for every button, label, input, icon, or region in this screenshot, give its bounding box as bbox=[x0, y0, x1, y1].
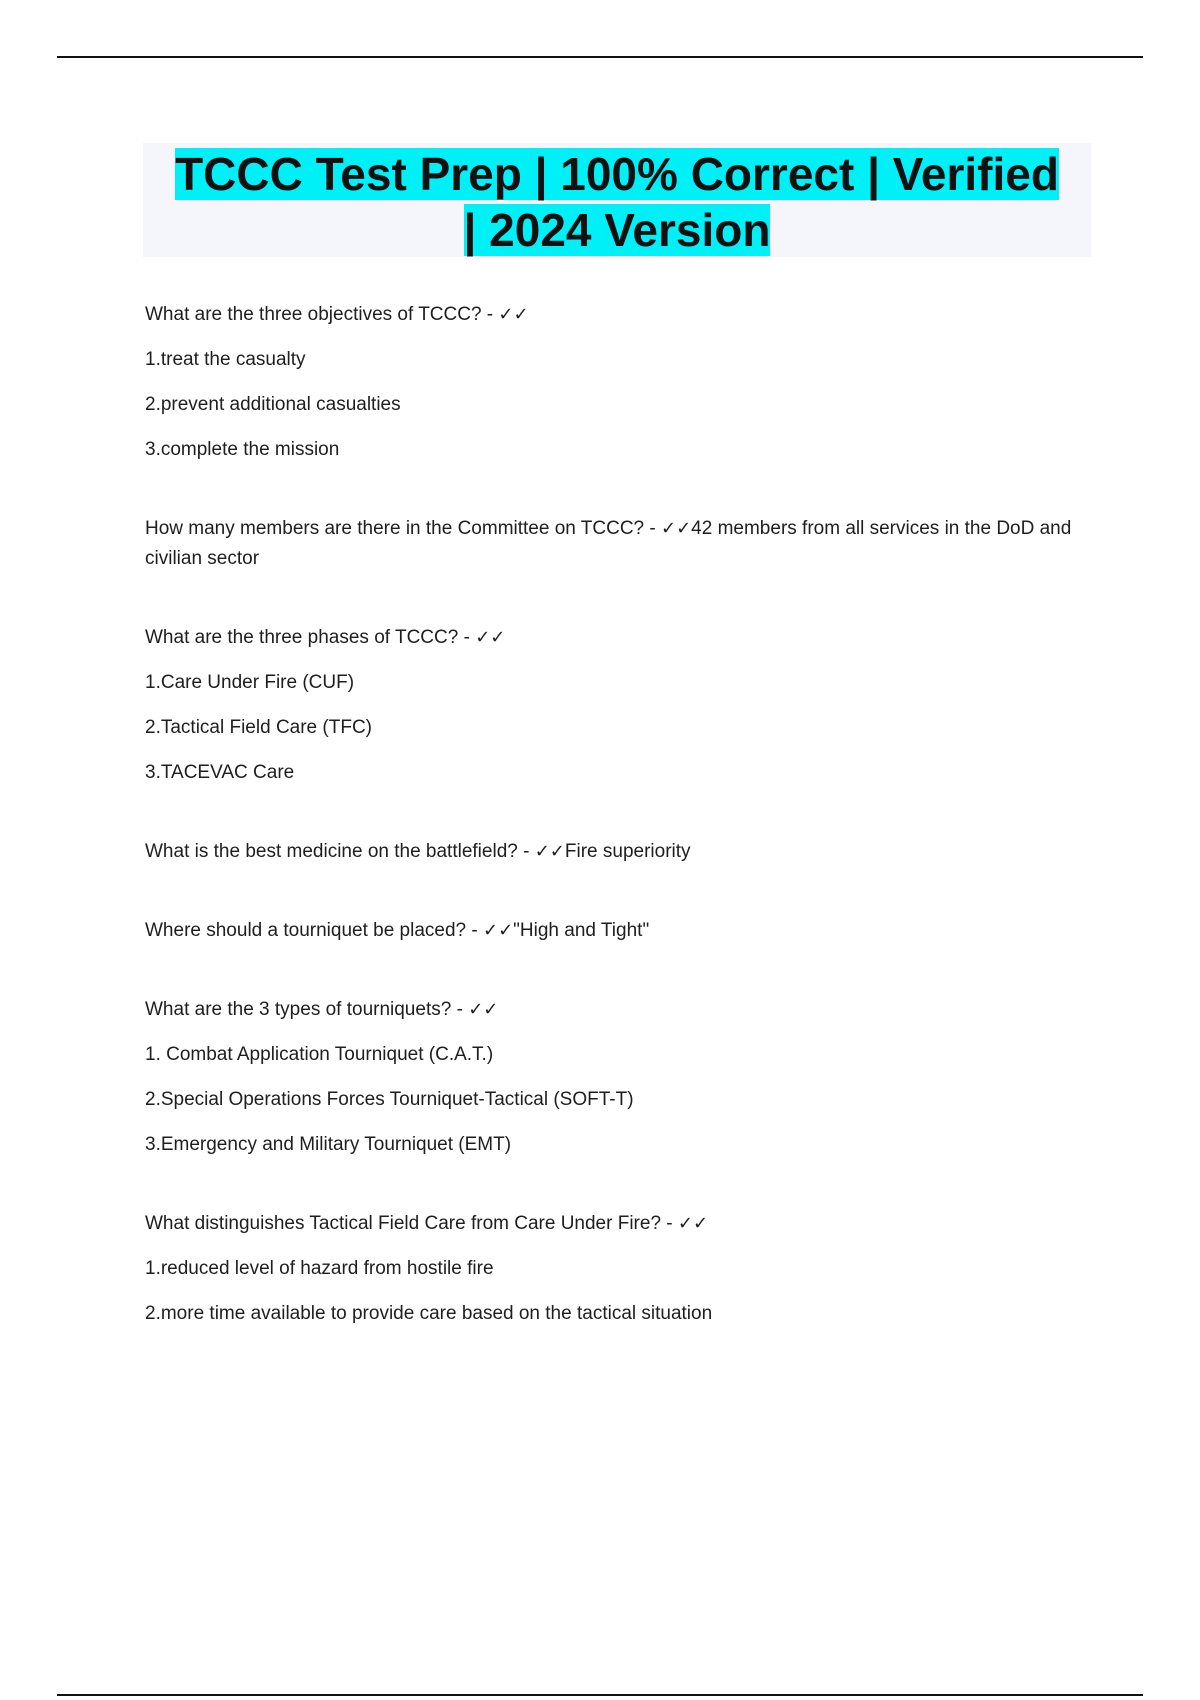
question: What distinguishes Tactical Field Care from Care Under Fire? - ✓✓ bbox=[145, 1213, 709, 1234]
title-block bbox=[143, 143, 1091, 257]
checkmark-icon: ✓✓ bbox=[468, 999, 499, 1020]
qa-item bbox=[145, 1209, 1095, 1329]
qa-item bbox=[145, 916, 1095, 946]
title-line-2: | 2024 Version bbox=[463, 204, 771, 256]
checkmark-icon: ✓✓ bbox=[498, 304, 529, 325]
question: What are the three phases of TCCC? - ✓✓ bbox=[145, 627, 506, 648]
answer-line: 1.Care Under Fire (CUF) bbox=[145, 672, 355, 693]
top-rule bbox=[57, 56, 1143, 58]
qa-item bbox=[145, 514, 1095, 574]
checkmark-icon: ✓✓ bbox=[661, 518, 692, 539]
answer-line: 2.Tactical Field Care (TFC) bbox=[145, 717, 372, 738]
qa-item bbox=[145, 623, 1095, 788]
checkmark-icon: ✓✓ bbox=[677, 1213, 709, 1234]
document-title bbox=[143, 143, 1091, 258]
answer-line: 3.complete the mission bbox=[145, 439, 340, 460]
answer-line: 1.reduced level of hazard from hostile fire bbox=[145, 1258, 494, 1279]
bottom-rule bbox=[57, 1694, 1143, 1696]
answer-line: 3.Emergency and Military Tourniquet (EMT) bbox=[145, 1134, 512, 1155]
title-line-1: TCCC Test Prep | 100% Correct | Verified bbox=[175, 148, 1059, 200]
qa-item bbox=[145, 837, 1095, 867]
answer-line: 1. Combat Application Tourniquet (C.A.T.) bbox=[145, 1044, 494, 1065]
qa-item bbox=[145, 995, 1095, 1160]
checkmark-icon: ✓✓ bbox=[483, 920, 514, 941]
answer-line: 1.treat the casualty bbox=[145, 349, 306, 370]
qa-item bbox=[145, 300, 1095, 465]
question: What is the best medicine on the battlefield? - ✓✓Fire superiority bbox=[145, 841, 691, 862]
checkmark-icon: ✓✓ bbox=[534, 841, 565, 862]
question: What are the three objectives of TCCC? - ✓✓ bbox=[145, 304, 529, 325]
inline-answer: "High and Tight" bbox=[513, 920, 650, 941]
answer-line: 2.Special Operations Forces Tourniquet-Tactical (SOFT-T) bbox=[145, 1089, 634, 1110]
qa-content bbox=[145, 300, 1095, 1378]
answer-line: 3.TACEVAC Care bbox=[145, 762, 295, 783]
question: How many members are there in the Committee on TCCC? - ✓✓42 members from all services in the DoD and civilian sector bbox=[145, 518, 1072, 569]
inline-answer: 42 members from all services in the DoD and civilian sector bbox=[145, 518, 1072, 569]
answer-line: 2.prevent additional casualties bbox=[145, 394, 401, 415]
answer-line: 2.more time available to provide care based on the tactical situation bbox=[145, 1303, 713, 1324]
checkmark-icon: ✓✓ bbox=[475, 627, 506, 648]
question: What are the 3 types of tourniquets? - ✓✓ bbox=[145, 999, 499, 1020]
question: Where should a tourniquet be placed? - ✓✓"High and Tight" bbox=[145, 920, 650, 941]
inline-answer: Fire superiority bbox=[564, 841, 691, 862]
